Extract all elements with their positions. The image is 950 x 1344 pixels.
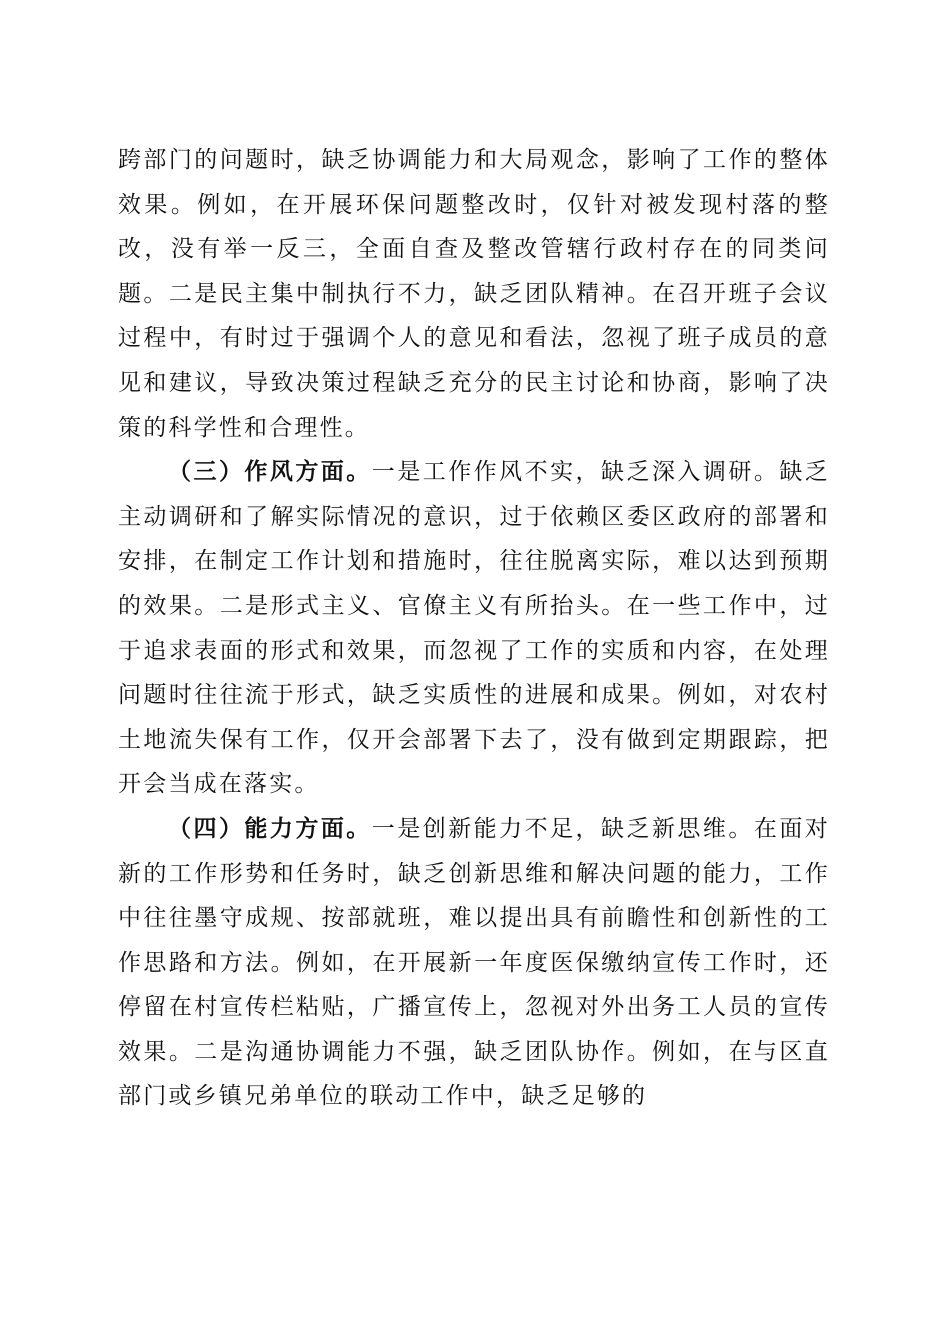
- paragraph-ability: [118, 807, 830, 1119]
- section-heading-work-style: （三）作风方面。: [168, 458, 372, 486]
- paragraph-text: 一是创新能力不足，缺乏新思维。在面对新的工作形势和任务时，缺乏创新思维和解决问题的能力，工作中往往墨守成规、按部就班，难以提出具有前瞻性和创新性的工作思路和方法。例如，在开展新一年度医保缴纳宣传工作时，还停留在村宣传栏粘贴，广播宣传上，忽视对外出务工人员的宣传效果。二是沟通协调能力不强，缺乏团队协作。例如，在与区直部门或乡镇兄弟单位的联动工作中，缺乏足够的: [118, 815, 830, 1110]
- paragraph-continued: [118, 138, 830, 450]
- paragraph-text: 跨部门的问题时，缺乏协调能力和大局观念，影响了工作的整体效果。例如，在开展环保问题整改时，仅针对被发现村落的整改，没有举一反三，全面自查及整改管辖行政村存在的同类问题。二是民主集中制执行不力，缺乏团队精神。在召开班子会议过程中，有时过于强调个人的意见和看法，忽视了班子成员的意见和建议，导致决策过程缺乏充分的民主讨论和协商，影响了决策的科学性和合理性。: [118, 147, 830, 441]
- paragraph-text: 一是工作作风不实，缺乏深入调研。缺乏主动调研和了解实际情况的意识，过于依赖区委区政府的部署和安排，在制定工作计划和措施时，往往脱离实际，难以达到预期的效果。二是形式主义、官僚主义有所抬头。在一些工作中，过于追求表面的形式和效果，而忽视了工作的实质和内容，在处理问题时往往流于形式，缺乏实质性的进展和成果。例如，对农村土地流失保有工作，仅开会部署下去了，没有做到定期跟踪，把开会当成在落实。: [118, 459, 830, 798]
- section-heading-ability: （四）能力方面。: [168, 814, 372, 842]
- paragraph-work-style: [118, 450, 830, 807]
- document-body: [118, 138, 830, 1119]
